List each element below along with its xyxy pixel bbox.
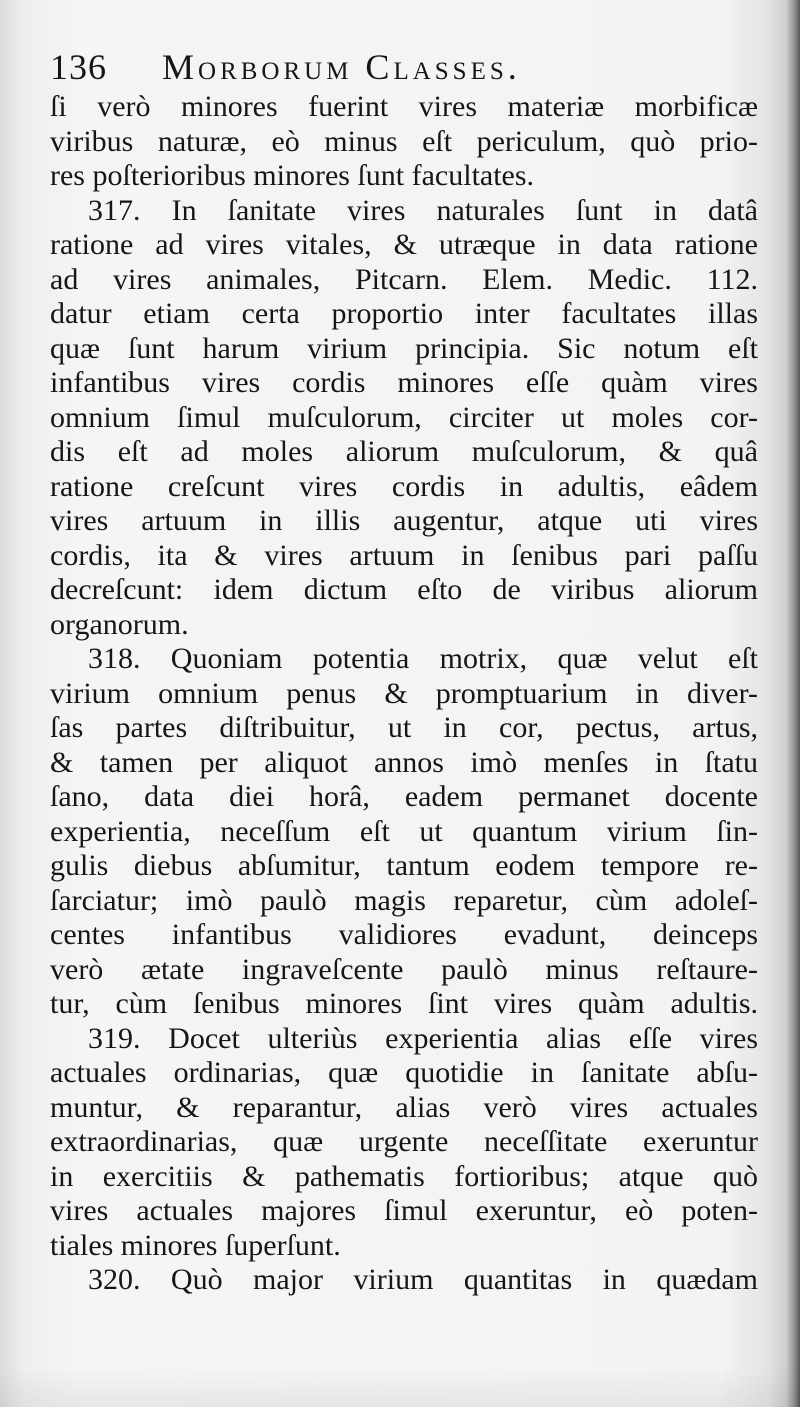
text-line: & tamen per aliquot annos imò menſes in ſtatu [50,745,758,779]
text-line: 318. Quoniam potentia motrix, quæ velut eſt [88,642,758,675]
text-line: omnium ſimul muſculorum, circiter ut moles cor- [50,400,758,434]
text-line: res poſterioribus minores ſunt facultates. [50,159,535,192]
text-line: vires artuum in illis augentur, atque uti vires [50,504,758,537]
text-line: 317. In ſanitate vires naturales ſunt in datâ [88,193,758,227]
text-line: in exercitiis & pathematis fortioribus; atque quò [50,1159,758,1193]
text-line: experientia, neceſſum eſt ut quantum virium ſin- [50,814,758,848]
text-line: quæ ſunt harum virium principia. Sic notum eſt [50,331,758,365]
page-edge-shadow [0,1367,800,1407]
text-line: decreſcunt: idem dictum eſto de viribus aliorum [50,573,758,606]
text-line: datur etiam certa proportio inter facultates illas [50,297,758,330]
text-line: cordis, ita & vires artuum in ſenibus pari paſſu [50,538,758,572]
page-spine-shadow [786,0,800,1407]
text-line: organorum. [50,607,189,641]
running-head: Morborum Classes. [162,47,521,87]
text-line: extraordinarias, quæ urgente neceſſitate exeruntur [50,1125,758,1158]
text-line: dis eſt ad moles aliorum muſculorum, & quâ [50,435,758,468]
text-line: verò ætate ingraveſcente paulò minus reſtaure- [50,952,758,986]
text-line: ratione creſcunt vires cordis in adultis, eâdem [50,469,758,503]
text-line: tiales minores ſuperſunt. [50,1228,341,1262]
text-line: gulis diebus abſumitur, tantum eodem tempore re- [50,849,758,882]
text-line: 320. Quò major virium quantitas in quædam [88,1263,758,1296]
text-line: 319. Docet ulteriùs experientia alias eſſe vires [88,1021,758,1055]
text-line: ſi verò minores fuerint vires materiæ morbificæ [50,90,758,123]
text-block [50,44,758,1298]
body-text [50,90,758,1298]
text-line: infantibus vires cordis minores eſſe quàm vires [50,366,758,399]
text-line: viribus naturæ, eò minus eſt periculum, quò prio- [50,124,758,158]
text-line: centes infantibus validiores evadunt, deinceps [50,918,758,951]
text-line: ratione ad vires vitales, & utræque in data ratione [50,228,758,261]
text-line: muntur, & reparantur, alias verò vires actuales [50,1090,758,1124]
text-line: vires actuales majores ſimul exeruntur, eò poten- [50,1194,758,1227]
text-line: ſano, data diei horâ, eadem permanet docente [50,780,758,813]
text-line: actuales ordinarias, quæ quotidie in ſanitate abſu- [50,1056,758,1089]
page-number: 136 [50,47,107,87]
text-line: virium omnium penus & promptuarium in diver- [50,676,758,710]
page-header [50,44,758,90]
text-line: ſas partes diſtribuitur, ut in cor, pectus, artus, [50,711,758,744]
text-line: tur, cùm ſenibus minores ſint vires quàm adultis. [50,987,758,1020]
text-line: ſarciatur; imò paulò magis reparetur, cùm adoleſ- [50,883,758,917]
text-line: ad vires animales, Pitcarn. Elem. Medic. 112. [50,262,758,296]
